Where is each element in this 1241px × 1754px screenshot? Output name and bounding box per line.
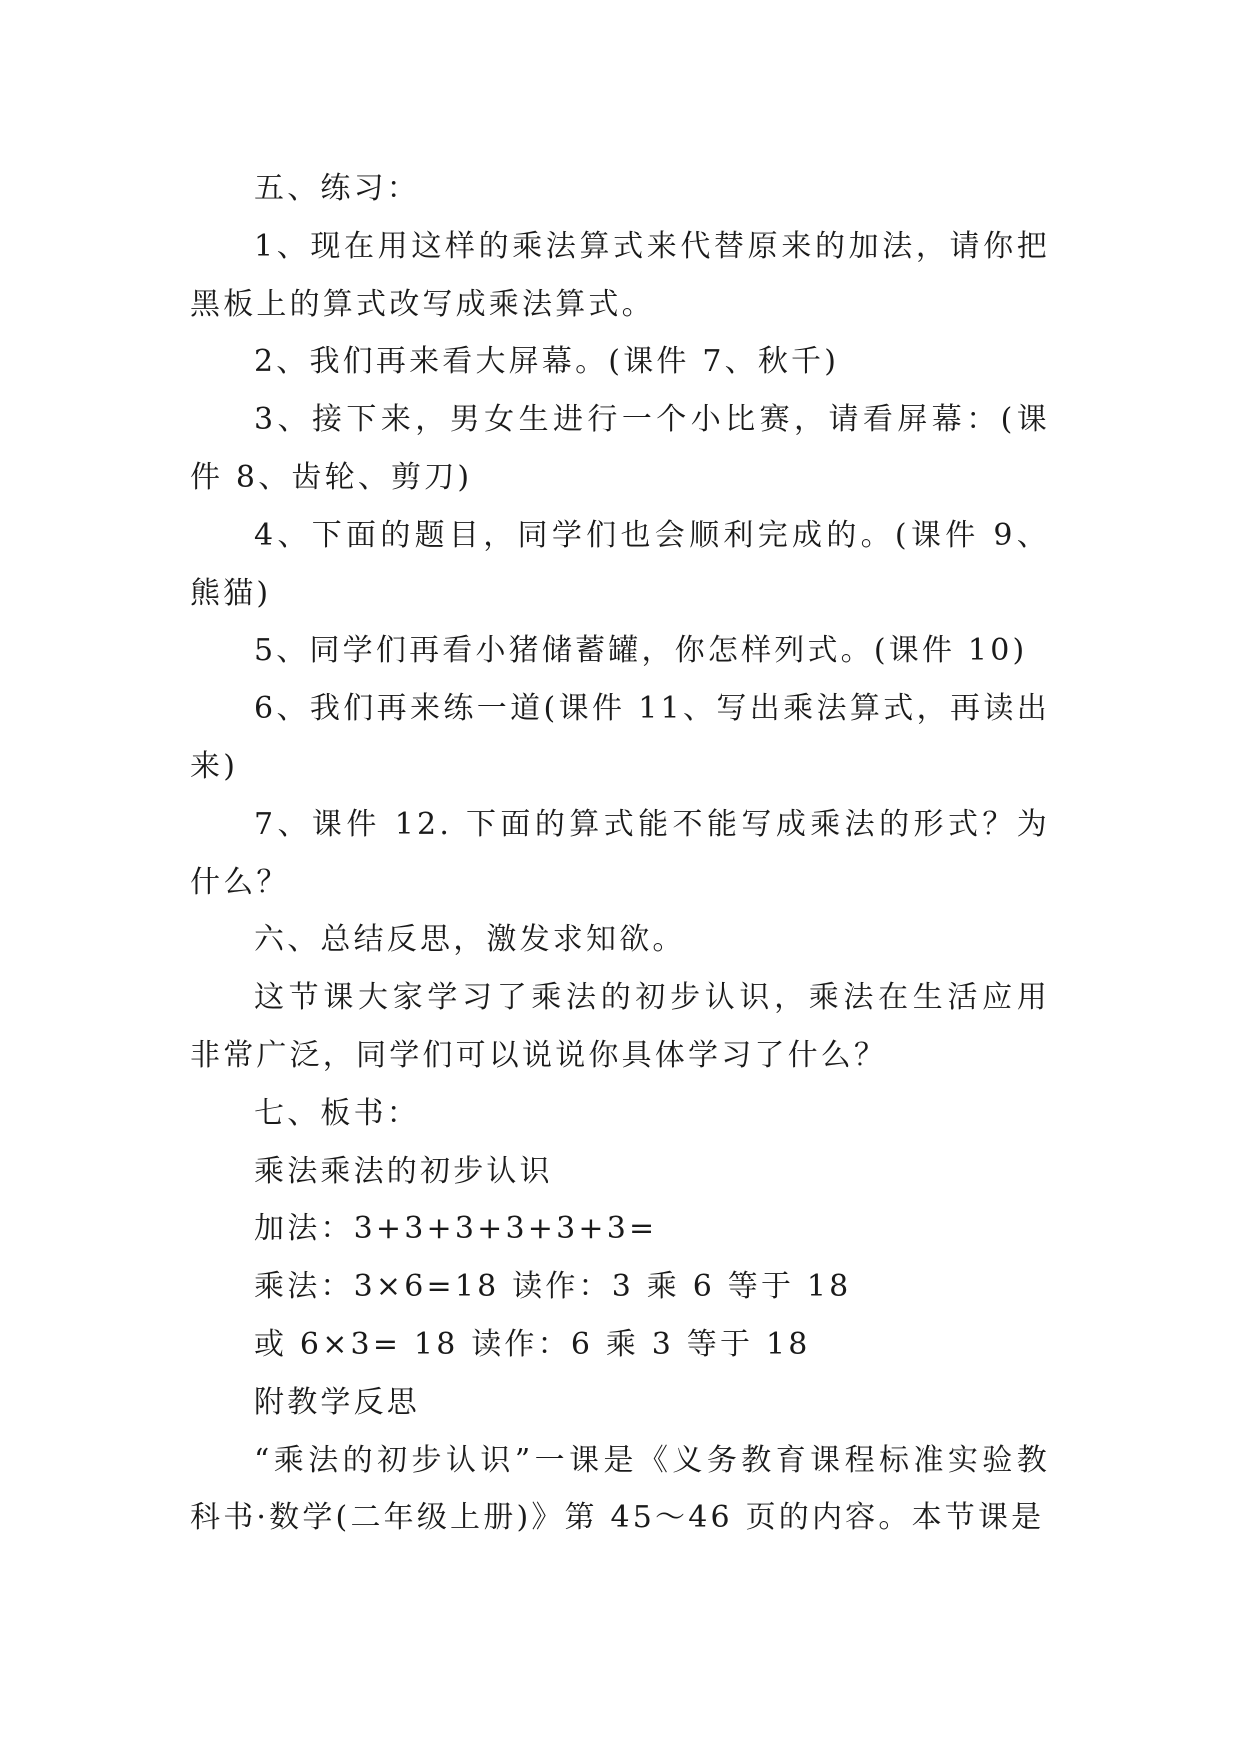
blackboard-multiplication: 乘法：3×6=18 读作：3 乘 6 等于 18 xyxy=(254,1269,852,1305)
exercise-item-7: 7、课件 12. 下面的算式能不能写成乘法的形式？为什么？ xyxy=(190,806,1050,900)
blackboard-addition: 加法：3+3+3+3+3+3= xyxy=(254,1211,658,1247)
summary-text: 这节课大家学习了乘法的初步认识，乘法在生活应用非常广泛，同学们可以说说你具体学习了什么？ xyxy=(190,980,1050,1073)
exercise-item-1: 1、现在用这样的乘法算式来代替原来的加法，请你把黑板上的算式改写成乘法算式。 xyxy=(190,228,1050,322)
heading-reflection: 附教学反思 xyxy=(254,1384,420,1420)
exercise-item-4: 4、下面的题目，同学们也会顺利完成的。(课件 9、熊猫) xyxy=(190,517,1050,611)
heading-blackboard: 七、板书： xyxy=(254,1095,420,1131)
exercise-item-3: 3、接下来，男女生进行一个小比赛，请看屏幕：(课件 8、齿轮、剪刀) xyxy=(190,402,1050,495)
exercise-item-2: 2、我们再来看大屏幕。(课件 7、秋千) xyxy=(254,344,840,380)
blackboard-alternative: 或 6×3= 18 读作：6 乘 3 等于 18 xyxy=(254,1326,811,1362)
blackboard-title: 乘法乘法的初步认识 xyxy=(254,1153,553,1189)
reflection-text: “乘法的初步认识”一课是《义务教育课程标准实验教科书·数学(二年级上册)》第 45～46 页的内容。本节课是 xyxy=(190,1442,1050,1536)
exercise-item-5: 5、同学们再看小猪储蓄罐，你怎样列式。(课件 10) xyxy=(254,633,1028,669)
document-body xyxy=(190,160,1050,1547)
heading-exercise: 五、练习： xyxy=(254,171,420,206)
exercise-item-6: 6、我们再来练一道(课件 11、写出乘法算式，再读出来) xyxy=(190,691,1050,784)
heading-summary: 六、总结反思，激发求知欲。 xyxy=(254,922,686,958)
